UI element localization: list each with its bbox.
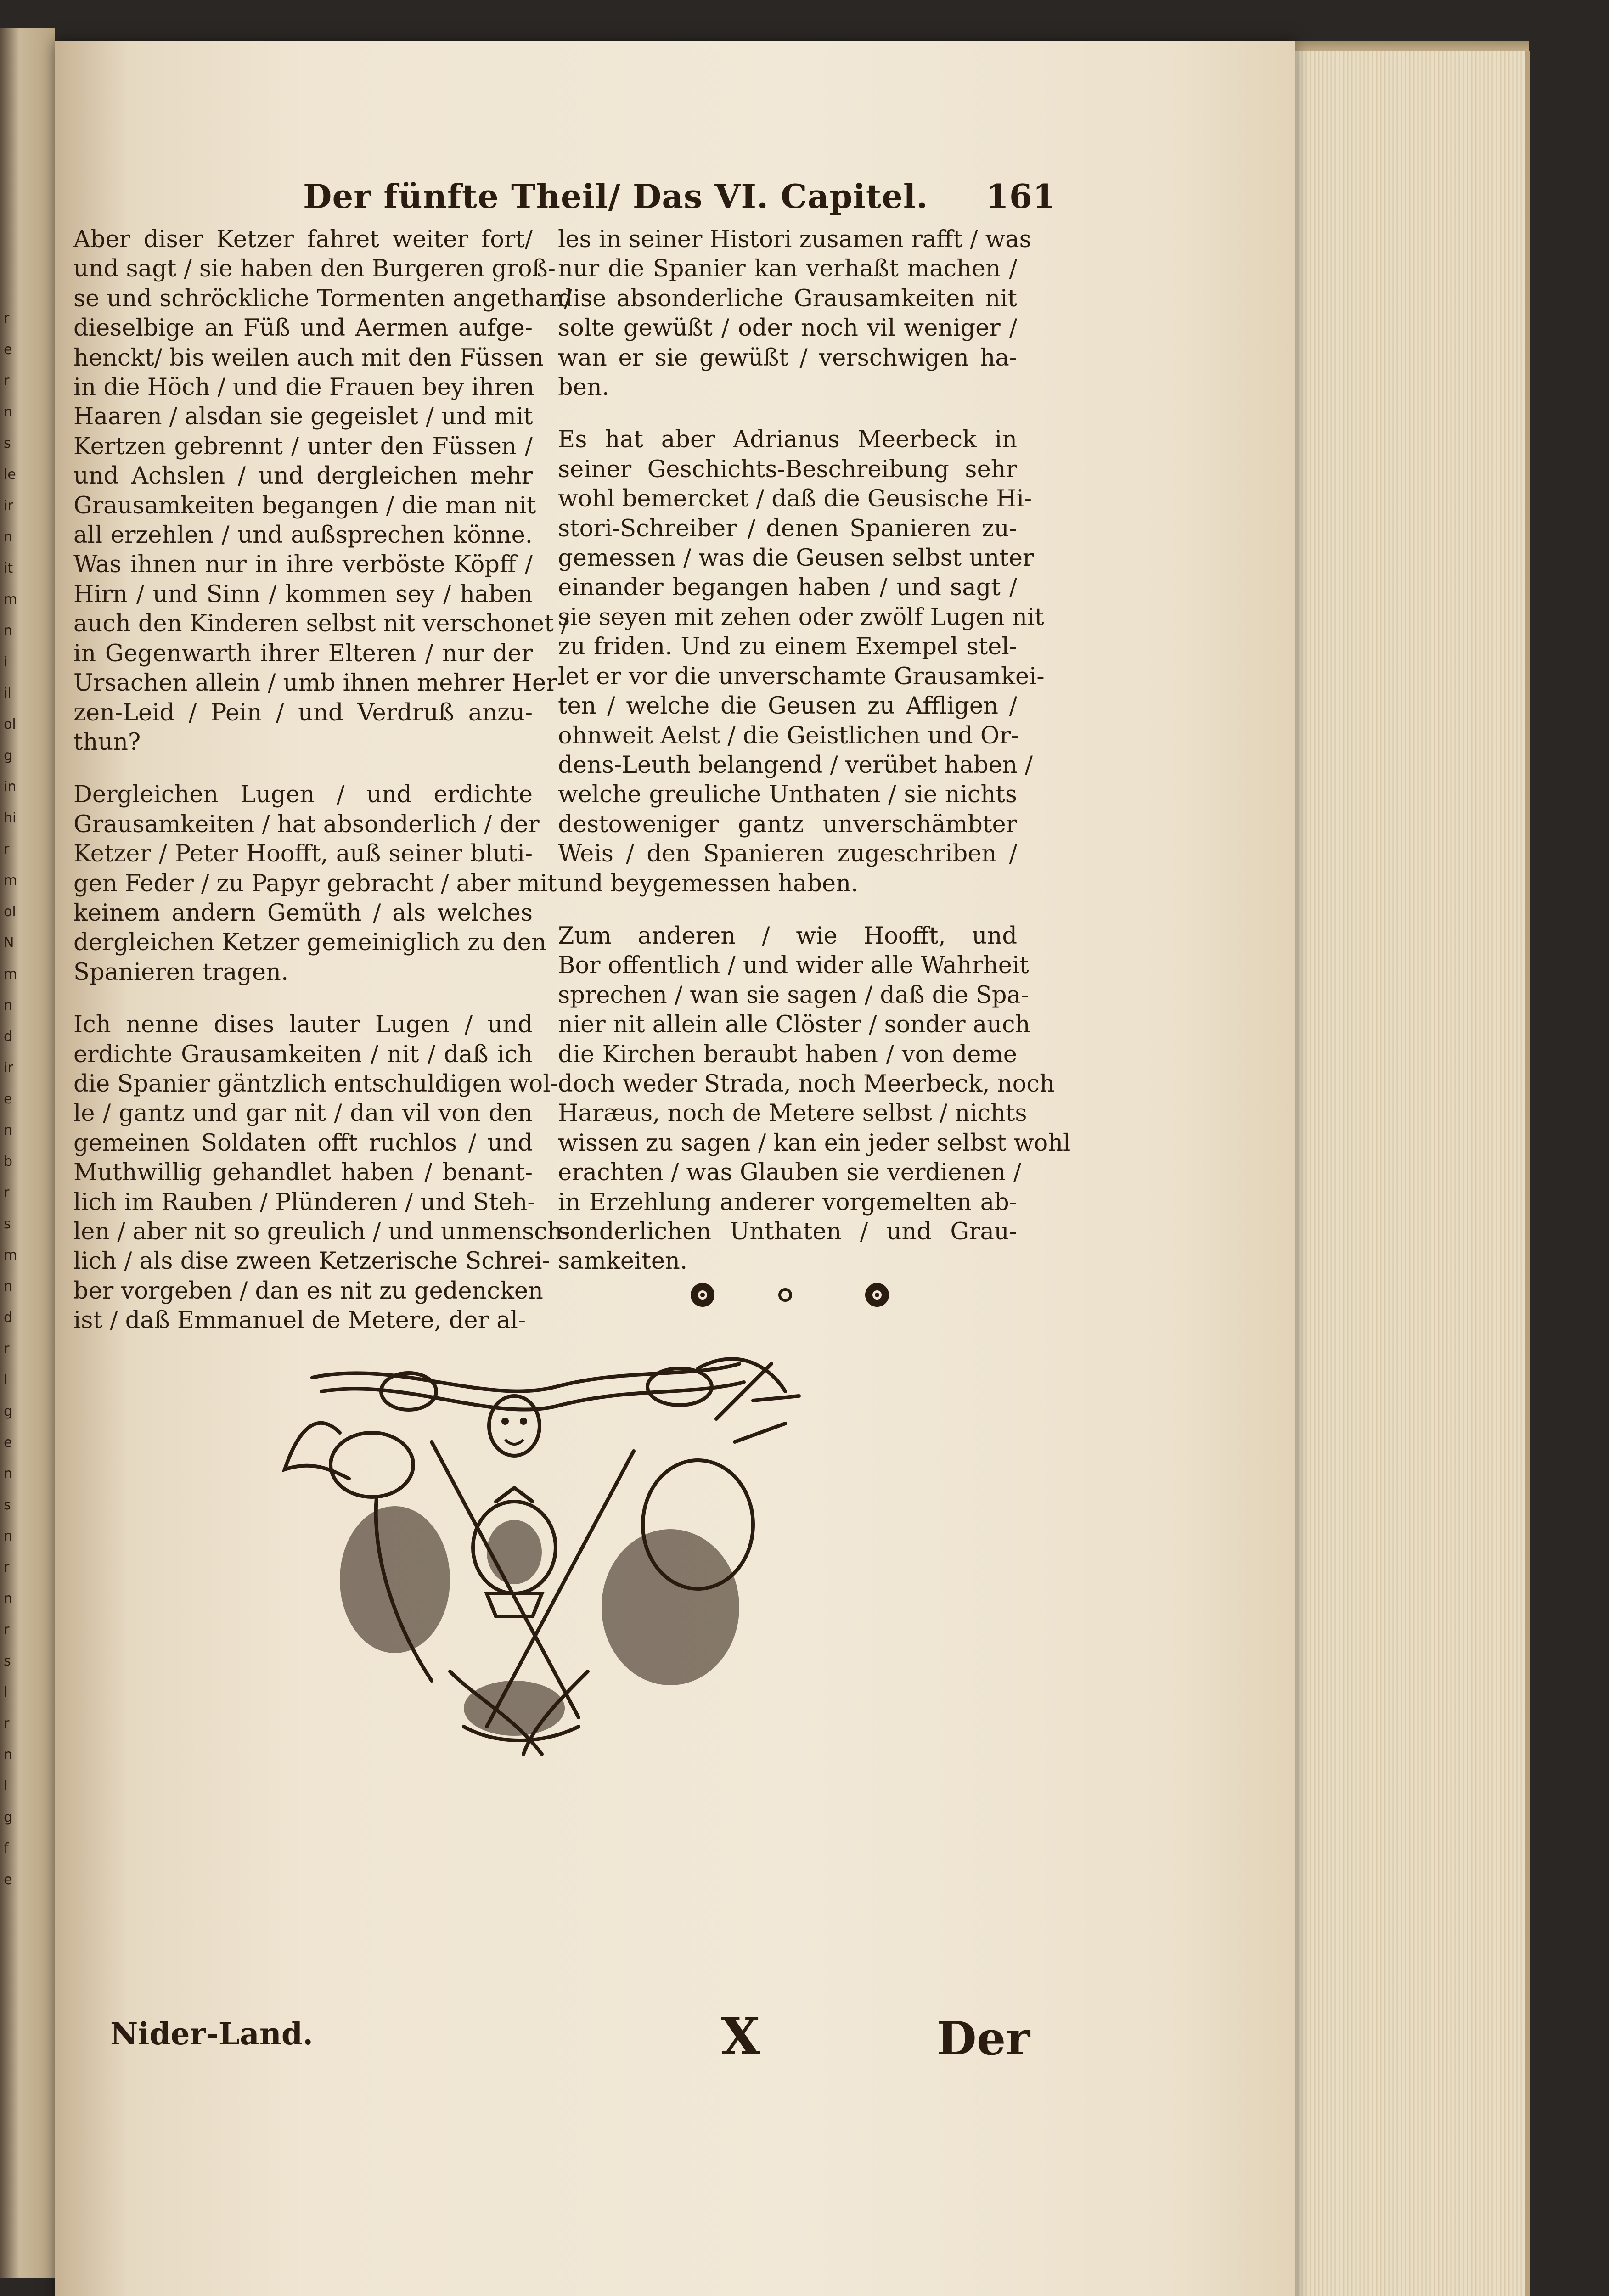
text-line: thun? bbox=[73, 728, 141, 756]
text-line: nur die Spanier kan verhaßt machen / bbox=[558, 255, 1017, 283]
text-line: doch weder Strada, noch Meerbeck, noch bbox=[558, 1070, 1055, 1097]
small-ring-ornament-icon bbox=[776, 1286, 794, 1304]
text-line: dens-Leuth belangend / verübet haben / bbox=[558, 751, 1033, 779]
text-line: wohl bemercket / daß die Geusische Hi- bbox=[558, 485, 1032, 513]
text-line: samkeiten. bbox=[558, 1248, 688, 1275]
running-head bbox=[303, 177, 1056, 216]
engraved-vignette-image bbox=[257, 1350, 831, 1773]
text-line: Muthwillig gehandlet haben / benant- bbox=[73, 1159, 533, 1187]
text-line: dergleichen Ketzer gemeiniglich zu den bbox=[73, 929, 546, 957]
text-line: Grausamkeiten begangen / die man nit bbox=[73, 492, 536, 519]
text-line: lich im Rauben / Plünderen / und Steh- bbox=[73, 1188, 535, 1216]
text-line: sprechen / wan sie sagen / daß die Spa- bbox=[558, 981, 1029, 1009]
text-line: Ich nenne dises lauter Lugen / und bbox=[73, 1011, 533, 1039]
text-line: Weis / den Spanieren zugeschriben / bbox=[558, 840, 1017, 868]
text-line: sonderlichen Unthaten / und Grau- bbox=[558, 1218, 1017, 1245]
catchword: Der bbox=[937, 2011, 1030, 2065]
text-line: gemessen / was die Geusen selbst unter bbox=[558, 545, 1034, 572]
text-line: wan er sie gewüßt / verschwigen ha- bbox=[558, 344, 1017, 371]
text-line: destoweniger gantz unverschämbter bbox=[558, 810, 1017, 838]
catchline bbox=[110, 2007, 1030, 2080]
text-line: in Gegenwarth ihrer Elteren / nur der bbox=[73, 640, 533, 667]
text-line: henckt/ bis weilen auch mit den Füssen bbox=[73, 344, 544, 371]
text-line: auch den Kinderen selbst nit verschonet / bbox=[73, 610, 569, 638]
text-line: Haræus, noch de Metere selbst / nichts bbox=[558, 1100, 1027, 1127]
text-line: Hirn / und Sinn / kommen sey / haben bbox=[73, 580, 533, 608]
ornament-row bbox=[689, 1281, 891, 1309]
text-line: Ursachen allein / umb ihnen mehrer Her- bbox=[73, 670, 565, 697]
text-line: ben. bbox=[558, 374, 609, 401]
text-line: in die Höch / und die Frauen bey ihren bbox=[73, 374, 534, 401]
text-line: Haaren / alsdan sie gegeislet / und mit bbox=[73, 403, 533, 431]
facing-page-text-fragments: r e r n s le ir n it m n i il ol g in hi r m ol N m n d ir e n b r s m n d r l g e n s n r n r s l r n l g f e bbox=[4, 310, 17, 1888]
text-line: Spanieren tragen. bbox=[73, 958, 289, 986]
page-block-fore-edge bbox=[1295, 51, 1530, 2296]
text-line: Dergleichen Lugen / und erdichte bbox=[73, 781, 533, 809]
text-line: gen Feder / zu Papyr gebracht / aber mit bbox=[73, 870, 557, 897]
right-text-column bbox=[558, 225, 1071, 1277]
text-line: nier nit allein alle Clöster / sonder auch bbox=[558, 1011, 1030, 1039]
text-line: welche greuliche Unthaten / sie nichts bbox=[558, 781, 1017, 809]
text-line: se und schröckliche Tormenten angethan/ bbox=[73, 285, 572, 312]
text-line: zen-Leid / Pein / und Verdruß anzu- bbox=[73, 699, 533, 726]
text-line: erdichte Grausamkeiten / nit / daß ich bbox=[73, 1041, 533, 1068]
paragraph-gap bbox=[558, 899, 1017, 922]
text-line: keinem andern Gemüth / als welches bbox=[73, 899, 533, 927]
text-line: ber vorgeben / dan es nit zu gedencken bbox=[73, 1277, 543, 1305]
text-line: all erzehlen / und außsprechen könne. bbox=[73, 522, 533, 549]
text-line: Grausamkeiten / hat absonderlich / der bbox=[73, 810, 540, 838]
text-line: gemeinen Soldaten offt ruchlos / und bbox=[73, 1129, 533, 1157]
text-line: les in seiner Histori zusamen rafft / was bbox=[558, 226, 1031, 253]
text-line: Es hat aber Adrianus Meerbeck in bbox=[558, 426, 1017, 454]
text-line: len / aber nit so greulich / und unmensch- bbox=[73, 1218, 570, 1245]
text-line: dise absonderliche Grausamkeiten nit bbox=[558, 285, 1017, 312]
text-line: und beygemessen haben. bbox=[558, 870, 859, 897]
text-line: Bor offentlich / und wider alle Wahrheit bbox=[558, 952, 1029, 979]
text-line: ist / daß Emmanuel de Metere, der al- bbox=[73, 1307, 526, 1334]
text-line: und sagt / sie haben den Burgeren groß- bbox=[73, 255, 556, 283]
catchline-region: Nider-Land. bbox=[110, 2016, 313, 2052]
text-line: Ketzer / Peter Hoofft, auß seiner bluti- bbox=[73, 840, 533, 868]
text-line: die Kirchen beraubt haben / von deme bbox=[558, 1041, 1017, 1068]
signature-mark: X bbox=[721, 2007, 760, 2066]
text-line: lich / als dise zween Ketzerische Schrei- bbox=[73, 1248, 550, 1275]
left-text-column bbox=[73, 225, 572, 1336]
text-line: zu friden. Und zu einem Exempel stel- bbox=[558, 633, 1017, 661]
text-line: die Spanier gäntzlich entschuldigen wol- bbox=[73, 1070, 558, 1097]
facing-page-edge bbox=[0, 28, 55, 2278]
text-line: dieselbige an Füß und Aermen aufge- bbox=[73, 315, 533, 342]
text-line: stori-Schreiber / denen Spanieren zu- bbox=[558, 515, 1017, 542]
paragraph-gap bbox=[558, 402, 1017, 425]
text-line: Was ihnen nur in ihre verböste Köpff / bbox=[73, 551, 533, 579]
text-line: in Erzehlung anderer vorgemelten ab- bbox=[558, 1188, 1017, 1216]
text-line: Aber diser Ketzer fahret weiter fort/ bbox=[73, 226, 533, 253]
running-head-title: Der fünfte Theil/ Das VI. Capitel. bbox=[303, 177, 928, 216]
veronica-face bbox=[489, 1396, 540, 1456]
text-line: seiner Geschichts-Beschreibung sehr bbox=[558, 456, 1017, 483]
text-line: Kertzen gebrennt / unter den Füssen / bbox=[73, 433, 533, 460]
text-line: einander begangen haben / und sagt / bbox=[558, 574, 1017, 602]
text-line: Zum anderen / wie Hoofft, und bbox=[558, 922, 1017, 950]
paragraph-gap bbox=[73, 987, 533, 1010]
text-line: wissen zu sagen / kan ein jeder selbst wohl bbox=[558, 1129, 1071, 1157]
text-line: ohnweit Aelst / die Geistlichen und Or- bbox=[558, 722, 1019, 749]
paragraph-gap bbox=[73, 757, 533, 780]
text-line: sie seyen mit zehen oder zwölf Lugen nit bbox=[558, 603, 1044, 631]
text-line: erachten / was Glauben sie verdienen / bbox=[558, 1159, 1021, 1187]
rosette-ornament-icon bbox=[863, 1281, 891, 1309]
text-line: und Achslen / und dergleichen mehr bbox=[73, 462, 533, 490]
text-line: ten / welche die Geusen zu Affligen / bbox=[558, 692, 1017, 720]
text-line: le / gantz und gar nit / dan vil von den bbox=[73, 1100, 533, 1127]
text-line: solte gewüßt / oder noch vil weniger / bbox=[558, 315, 1017, 342]
page-number: 161 bbox=[985, 177, 1056, 216]
rosette-ornament-icon bbox=[689, 1281, 716, 1309]
text-line: let er vor die unverschamte Grausamkei- bbox=[558, 663, 1045, 690]
